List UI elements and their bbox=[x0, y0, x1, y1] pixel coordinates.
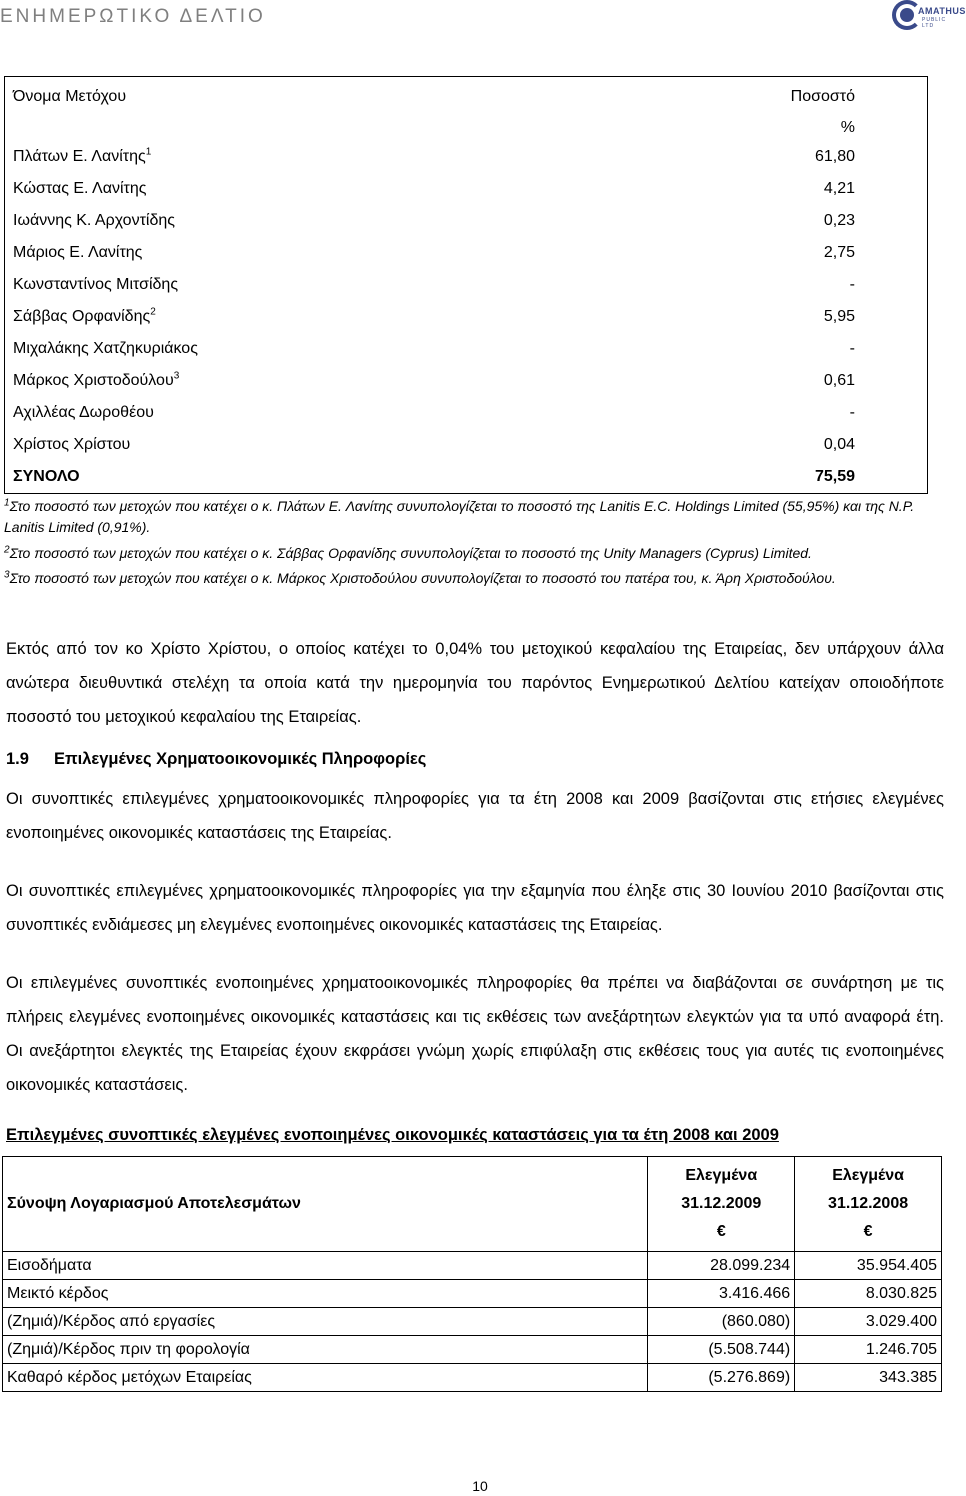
income-row bbox=[3, 1252, 942, 1280]
footnote-marker: 1 bbox=[145, 146, 152, 158]
income-row-label: Καθαρό κέρδος μετόχων Εταιρείας bbox=[3, 1364, 648, 1392]
shareholder-pct: - bbox=[849, 276, 855, 293]
logo-dot-icon bbox=[900, 8, 914, 22]
income-value-2009: (5.276.869) bbox=[648, 1364, 795, 1392]
income-value-2008: 3.029.400 bbox=[795, 1308, 942, 1336]
shareholder-name-text: Μιχαλάκης Χατζηκυριάκος bbox=[13, 340, 198, 357]
col-2009-date: 31.12.2009 bbox=[681, 1195, 762, 1212]
page-number: 10 bbox=[472, 1478, 488, 1494]
footnote-marker: 2 bbox=[150, 306, 156, 318]
shareholder-name bbox=[5, 173, 648, 205]
income-value-2008: 35.954.405 bbox=[795, 1252, 942, 1280]
financial-table-title: Επιλεγμένες συνοπτικές ελεγμένες ενοποιημένες οικονομικές καταστάσεις για τα έτη 2008 και 2009 bbox=[6, 1126, 779, 1144]
shareholder-pct: - bbox=[849, 340, 855, 357]
company-logo bbox=[892, 0, 966, 38]
col-2009-currency: € bbox=[716, 1223, 726, 1240]
section-number: 1.9 bbox=[6, 750, 29, 768]
logo-name: AMATHUS bbox=[918, 6, 966, 16]
footnote bbox=[4, 496, 954, 538]
shareholder-pct: - bbox=[849, 404, 855, 421]
shareholder-pct: 0,23 bbox=[823, 212, 855, 229]
shareholder-row bbox=[5, 429, 928, 461]
col-2008-header bbox=[795, 1157, 942, 1252]
income-row-label: Εισοδήματα bbox=[3, 1252, 648, 1280]
shareholder-row bbox=[5, 301, 928, 333]
shareholder-row bbox=[5, 365, 928, 397]
shareholder-row bbox=[5, 173, 928, 205]
total-pct: 75,59 bbox=[814, 468, 855, 485]
shareholder-row bbox=[5, 205, 928, 237]
total-label: ΣΥΝΟΛΟ bbox=[13, 468, 80, 485]
shareholders-unit-row bbox=[5, 115, 928, 141]
footnote-marker: 3 bbox=[4, 569, 10, 581]
paragraph-read-with: Οι επιλεγμένες συνοπτικές ενοποιημένες χρηματοοικονομικές πληροφορίες θα πρέπει να διαβάζονται σε συνάρτηση με τις πλήρεις ελεγμένες ενοποιημένες οικονομικές καταστάσεις και τις εκθέσεις των ανεξάρτητων ελεγκτών για τα υπό αναφορά έτη. Οι ανεξάρτητοι ελεγκτές της Εταιρείας έχουν εκφράσει γνώμη χωρίς επιφύλαξη στις εκθέσεις τους για αυτές τις ενοποιημένες οικονομικές καταστάσεις. bbox=[6, 974, 944, 1094]
income-value-2008: 343.385 bbox=[795, 1364, 942, 1392]
shareholders-header-row bbox=[5, 77, 928, 116]
income-row bbox=[3, 1364, 942, 1392]
shareholder-pct: 0,61 bbox=[823, 372, 855, 389]
shareholder-row bbox=[5, 141, 928, 173]
income-value-2009: 28.099.234 bbox=[648, 1252, 795, 1280]
paragraph-annual-basis: Οι συνοπτικές επιλεγμένες χρηματοοικονομικές πληροφορίες για τα έτη 2008 και 2009 βασίζονται στις ετήσιες ελεγμένες ενοποιημένες οικονομικές καταστάσεις της Εταιρείας. bbox=[6, 790, 944, 842]
shareholder-name-text: Σάββας Ορφανίδης bbox=[13, 308, 151, 325]
shareholder-pct: 4,21 bbox=[823, 180, 855, 197]
income-body bbox=[3, 1252, 942, 1392]
footnote bbox=[4, 543, 954, 564]
income-row-label: (Ζημιά)/Κέρδος από εργασίες bbox=[3, 1308, 648, 1336]
col-2009-header bbox=[648, 1157, 795, 1252]
income-value-2009: 3.416.466 bbox=[648, 1280, 795, 1308]
col-2008-currency: € bbox=[863, 1223, 873, 1240]
shareholder-name bbox=[5, 205, 648, 237]
shareholder-name bbox=[5, 301, 648, 333]
col-name-header: Όνομα Μετόχου bbox=[13, 88, 127, 105]
shareholder-name-text: Χρίστος Χρίστου bbox=[13, 436, 131, 453]
shareholder-name-text: Μάριος Ε. Λανίτης bbox=[13, 244, 143, 261]
paragraph-shareholding-note: Εκτός από τον κο Χρίστο Χρίστου, ο οποίος κατέχει το 0,04% του μετοχικού κεφαλαίου της Εταιρείας, δεν υπάρχουν άλλα ανώτερα διευθυντικά στελέχη τα οποία κατά την ημερομηνία του παρόντος Ενημερωτικού Δελτίου κατείχαν οποιοδήποτε ποσοστό του μετοχικού κεφαλαίου της Εταιρείας. bbox=[6, 640, 944, 726]
income-row bbox=[3, 1336, 942, 1364]
footnote-text: Στο ποσοστό των μετοχών που κατέχει ο κ. Μάρκος Χριστοδούλου συνυπολογίζεται το ποσοστό του πατέρα του, κ. Άρη Χριστοδούλου. bbox=[9, 570, 836, 586]
shareholders-body bbox=[5, 141, 928, 461]
income-header-row bbox=[3, 1157, 942, 1252]
footnote-text: Στο ποσοστό των μετοχών που κατέχει ο κ. Πλάτων Ε. Λανίτης συνυπολογίζεται το ποσοστό της Lanitis E.C. Holdings Limited (55,95%) και της N.P. Lanitis Limited (0,91%). bbox=[4, 498, 915, 535]
shareholder-row bbox=[5, 333, 928, 365]
income-row-label: (Ζημιά)/Κέρδος πριν τη φορολογία bbox=[3, 1336, 648, 1364]
col-pct-header: Ποσοστό bbox=[790, 88, 855, 105]
shareholder-name bbox=[5, 269, 648, 301]
shareholder-row bbox=[5, 269, 928, 301]
footnote-text: Στο ποσοστό των μετοχών που κατέχει ο κ. Σάββας Ορφανίδης συνυπολογίζεται το ποσοστό της Unity Managers (Cyprus) Limited. bbox=[9, 545, 812, 561]
shareholder-name bbox=[5, 365, 648, 397]
shareholder-pct: 2,75 bbox=[823, 244, 855, 261]
paragraph-interim-basis: Οι συνοπτικές επιλεγμένες χρηματοοικονομικές πληροφορίες για την εξαμηνία που έληξε στις 30 Ιουνίου 2010 βασίζονται στις συνοπτικές ενδιάμεσες μη ελεγμένες ενοποιημένες οικονομικές καταστάσεις της Εταιρείας. bbox=[6, 882, 944, 934]
shareholder-row bbox=[5, 397, 928, 429]
pct-unit: % bbox=[840, 119, 855, 136]
col-2008-status: Ελεγμένα bbox=[832, 1167, 904, 1184]
col-2008-date: 31.12.2008 bbox=[828, 1195, 909, 1212]
shareholder-name-text: Κωνσταντίνος Μιτσίδης bbox=[13, 276, 179, 293]
shareholder-name-text: Μάρκος Χριστοδούλου bbox=[13, 372, 174, 389]
income-row bbox=[3, 1308, 942, 1336]
shareholder-pct: 5,95 bbox=[823, 308, 855, 325]
shareholder-name-text: Πλάτων Ε. Λανίτης bbox=[13, 148, 146, 165]
col-2009-status: Ελεγμένα bbox=[685, 1167, 758, 1184]
footnotes bbox=[4, 496, 954, 589]
income-statement-table bbox=[2, 1156, 942, 1392]
shareholder-row bbox=[5, 237, 928, 269]
shareholder-pct: 0,04 bbox=[823, 436, 855, 453]
shareholders-total-row bbox=[5, 461, 928, 494]
income-row bbox=[3, 1280, 942, 1308]
footnote-marker: 3 bbox=[173, 370, 180, 382]
shareholder-pct: 61,80 bbox=[814, 148, 855, 165]
unit-spacer bbox=[5, 115, 648, 141]
income-value-2009: (5.508.744) bbox=[648, 1336, 795, 1364]
shareholder-name bbox=[5, 333, 648, 365]
income-value-2009: (860.080) bbox=[648, 1308, 795, 1336]
section-title: Επιλεγμένες Χρηματοοικονομικές Πληροφορίες bbox=[54, 750, 427, 768]
shareholder-name bbox=[5, 237, 648, 269]
shareholder-name-text: Ιωάννης Κ. Αρχοντίδης bbox=[13, 212, 175, 229]
income-header-label: Σύνοψη Λογαριασμού Αποτελεσμάτων bbox=[3, 1157, 648, 1252]
footnote-marker: 1 bbox=[4, 497, 10, 509]
income-row-label: Μεικτό κέρδος bbox=[3, 1280, 648, 1308]
income-value-2008: 8.030.825 bbox=[795, 1280, 942, 1308]
shareholder-name bbox=[5, 141, 648, 173]
shareholder-name-text: Αχιλλέας Δωροθέου bbox=[13, 404, 154, 421]
document-header-title: ΕΝΗΜΕΡΩΤΙΚΟ ΔΕΛΤΙΟ bbox=[0, 6, 266, 27]
shareholder-name-text: Κώστας Ε. Λανίτης bbox=[13, 180, 147, 197]
logo-subtitle: PUBLIC LTD bbox=[922, 17, 947, 29]
income-value-2008: 1.246.705 bbox=[795, 1336, 942, 1364]
footnote bbox=[4, 568, 954, 589]
footnote-marker: 2 bbox=[4, 544, 10, 556]
shareholder-name bbox=[5, 429, 648, 461]
shareholder-name bbox=[5, 397, 648, 429]
shareholders-table bbox=[4, 76, 928, 494]
section-heading bbox=[6, 750, 426, 769]
